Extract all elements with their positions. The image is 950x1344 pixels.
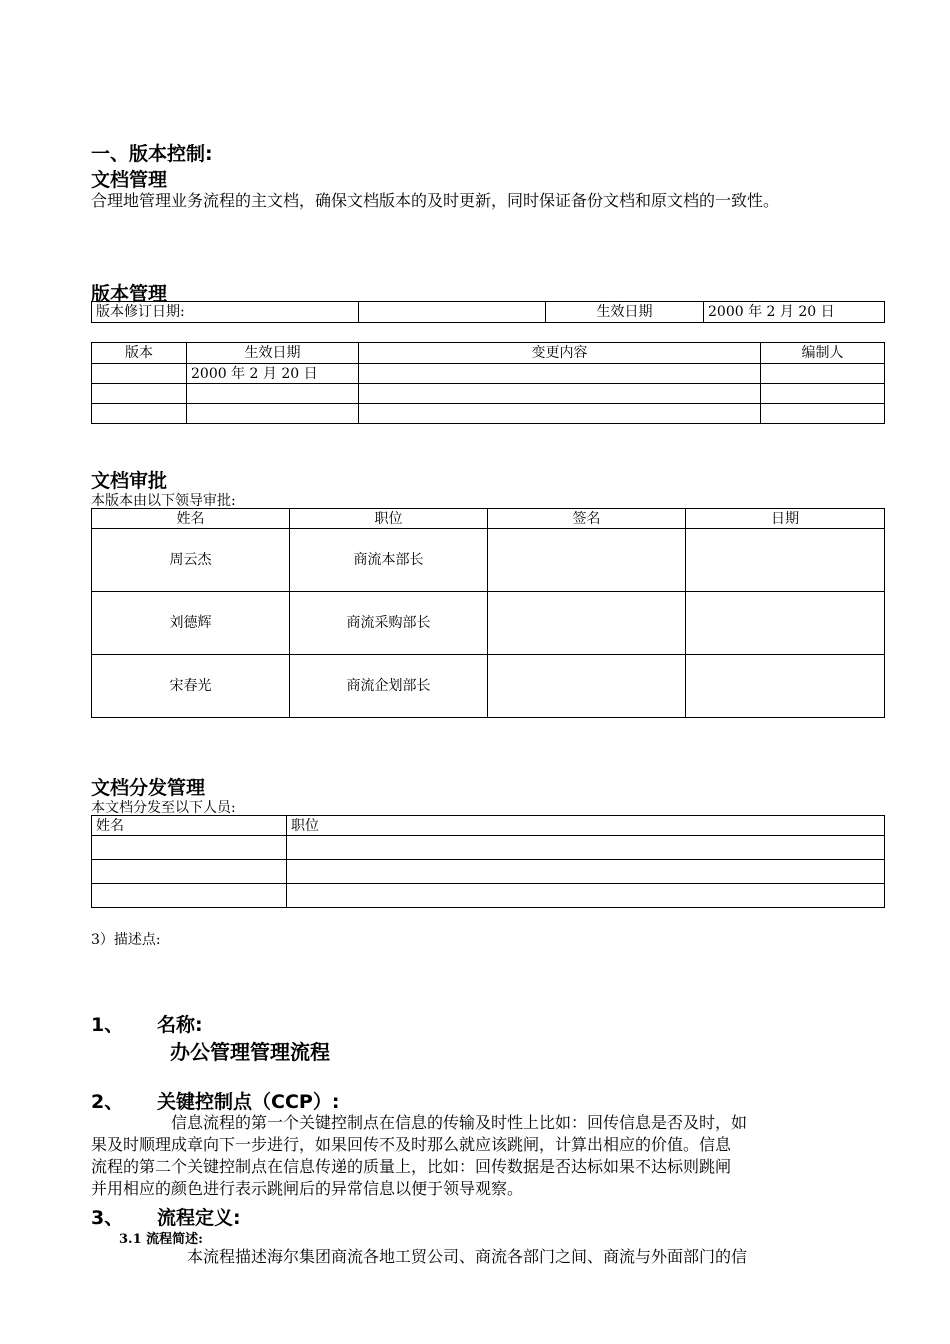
header-name: 姓名 <box>92 509 290 529</box>
header-signature: 签名 <box>488 509 686 529</box>
header-position: 职位 <box>290 509 488 529</box>
header-date: 日期 <box>686 509 885 529</box>
version-management-title: 版本管理 <box>91 283 168 305</box>
approver-signature <box>488 655 686 718</box>
approver-name: 宋春光 <box>92 655 290 718</box>
table-cell <box>187 384 359 404</box>
describe-points-label: 3）描述点: <box>91 932 161 948</box>
approver-signature <box>488 592 686 655</box>
table-header-row <box>92 816 885 836</box>
table-cell <box>287 884 885 908</box>
revision-date-table <box>91 301 885 323</box>
doc-management-title: 文档管理 <box>91 169 168 191</box>
distribution-table <box>91 815 885 908</box>
header-author: 编制人 <box>761 343 885 364</box>
table-cell <box>92 404 187 424</box>
approver-position: 商流本部长 <box>290 529 488 592</box>
approver-position: 商流企划部长 <box>290 655 488 718</box>
section-heading-version-control: 一、版本控制: <box>91 143 213 165</box>
effective-date-label: 生效日期 <box>546 302 704 323</box>
approver-name: 周云杰 <box>92 529 290 592</box>
table-row <box>92 529 885 592</box>
item2-text-line: 信息流程的第一个关键控制点在信息的传输及时性上比如：回传信息是否及时，如 <box>171 1113 748 1132</box>
header-name: 姓名 <box>92 816 287 836</box>
version-history-table <box>91 342 885 424</box>
table-row <box>92 404 885 424</box>
table-cell <box>92 364 187 384</box>
doc-distribution-title: 文档分发管理 <box>91 777 206 799</box>
table-cell: 2000 年 2 月 20 日 <box>187 364 359 384</box>
approver-name: 刘德辉 <box>92 592 290 655</box>
item1-value: 办公管理管理流程 <box>170 1040 330 1064</box>
table-cell <box>187 404 359 424</box>
approval-table <box>91 508 885 718</box>
effective-date-value: 2000 年 2 月 20 日 <box>704 302 885 323</box>
table-row <box>92 655 885 718</box>
table-cell <box>359 384 761 404</box>
table-cell <box>287 860 885 884</box>
table-row <box>92 884 885 908</box>
item2-text-line: 并用相应的颜色进行表示跳闸后的异常信息以便于领导观察。 <box>91 1179 524 1198</box>
item3-number: 3、 <box>91 1207 124 1229</box>
sub31-text: 本流程描述海尔集团商流各地工贸公司、商流各部门之间、商流与外面部门的信 <box>187 1247 748 1266</box>
table-row <box>92 860 885 884</box>
table-cell <box>92 384 187 404</box>
header-change-content: 变更内容 <box>359 343 761 364</box>
doc-approval-title: 文档审批 <box>91 470 168 492</box>
item3-label: 流程定义: <box>157 1207 241 1229</box>
sub31-label: 3.1 流程简述: <box>119 1232 203 1247</box>
table-row <box>92 384 885 404</box>
approver-date <box>686 655 885 718</box>
doc-approval-intro: 本版本由以下领导审批: <box>91 493 236 509</box>
table-cell <box>359 364 761 384</box>
approver-date <box>686 592 885 655</box>
table-header-row <box>92 509 885 529</box>
table-cell <box>761 364 885 384</box>
table-cell <box>761 404 885 424</box>
table-cell <box>287 836 885 860</box>
table-cell <box>92 860 287 884</box>
table-row <box>92 592 885 655</box>
table-row <box>92 836 885 860</box>
revision-date-label: 版本修订日期: <box>92 302 359 323</box>
table-cell <box>92 884 287 908</box>
doc-distribution-intro: 本文档分发至以下人员: <box>91 800 236 816</box>
approver-position: 商流采购部长 <box>290 592 488 655</box>
item2-text-line: 果及时顺理成章向下一步进行，如果回传不及时那么就应该跳闸，计算出相应的价值。信息 <box>91 1135 732 1154</box>
approver-signature <box>488 529 686 592</box>
item2-label: 关键控制点（CCP）: <box>157 1091 340 1113</box>
table-row <box>92 364 885 384</box>
header-effective-date: 生效日期 <box>187 343 359 364</box>
table-cell <box>761 384 885 404</box>
table-header-row <box>92 343 885 364</box>
item2-number: 2、 <box>91 1091 124 1113</box>
table-cell <box>92 836 287 860</box>
approver-date <box>686 529 885 592</box>
doc-management-text: 合理地管理业务流程的主文档，确保文档版本的及时更新，同时保证备份文档和原文档的一致性。 <box>91 191 780 210</box>
revision-date-value <box>359 302 546 323</box>
item1-label: 名称: <box>157 1014 203 1036</box>
item2-text-line: 流程的第二个关键控制点在信息传递的质量上，比如：回传数据是否达标如果不达标则跳闸 <box>91 1157 732 1176</box>
item1-number: 1、 <box>91 1014 124 1036</box>
header-version: 版本 <box>92 343 187 364</box>
header-position: 职位 <box>287 816 885 836</box>
table-cell <box>359 404 761 424</box>
